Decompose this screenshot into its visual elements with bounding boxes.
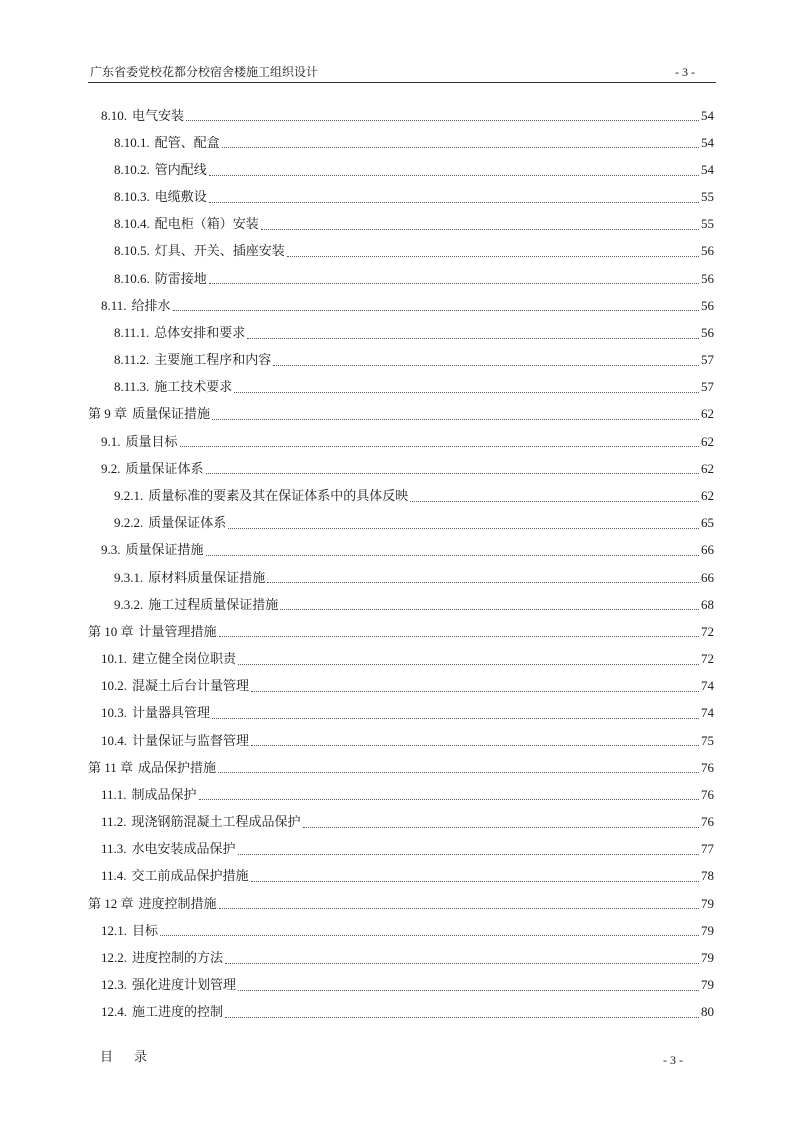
- toc-entry-title: 管内配线: [154, 161, 207, 177]
- toc-entry[interactable]: [88, 618, 714, 645]
- toc-entry[interactable]: [88, 645, 714, 672]
- toc-entry-page: 76: [701, 786, 714, 802]
- toc-entry-page: 56: [701, 297, 714, 313]
- toc-entry[interactable]: [88, 156, 714, 183]
- toc-entry-number: 8.10.2.: [114, 161, 150, 177]
- toc-entry-number: 10.3.: [101, 705, 127, 721]
- toc-dot-leader: [212, 419, 699, 420]
- toc-entry-number: 8.10.5.: [114, 243, 150, 259]
- toc-entry-title: 电缆敷设: [154, 189, 207, 205]
- toc-entry-title: 进度控制措施: [138, 895, 217, 911]
- toc-entry-page: 62: [701, 460, 714, 476]
- toc-entry-number: 8.10.1.: [114, 134, 150, 150]
- toc-entry-page: 74: [701, 678, 714, 694]
- toc-entry-page: 66: [701, 542, 714, 558]
- toc-entry-page: 77: [701, 841, 714, 857]
- toc-entry-title: 施工进度的控制: [132, 1004, 224, 1020]
- toc-entry[interactable]: [88, 863, 714, 890]
- toc-entry-number: 8.11.: [101, 297, 127, 313]
- toc-dot-leader: [251, 881, 699, 882]
- toc-entry-title: 施工过程质量保证措施: [148, 596, 279, 612]
- toc-entry-page: 54: [701, 107, 714, 123]
- toc-entry[interactable]: [88, 781, 714, 808]
- toc-entry-number: 8.10.3.: [114, 189, 150, 205]
- toc-dot-leader: [251, 691, 699, 692]
- toc-entry[interactable]: [88, 564, 714, 591]
- toc-dot-leader: [209, 175, 699, 176]
- toc-entry-page: 79: [701, 922, 714, 938]
- toc-dot-leader: [160, 935, 699, 936]
- toc-dot-leader: [218, 772, 699, 773]
- toc-entry-number: 8.10.4.: [114, 216, 150, 232]
- toc-entry-number: 12.2.: [101, 949, 127, 965]
- toc-entry-title: 电气安装: [132, 107, 185, 123]
- toc-entry[interactable]: [88, 808, 714, 835]
- toc-entry-number: 11.1.: [101, 786, 127, 802]
- toc-dot-leader: [219, 636, 699, 637]
- toc-entry-page: 72: [701, 623, 714, 639]
- page-header: [90, 63, 695, 81]
- toc-entry-number: 9.1.: [101, 433, 121, 449]
- toc-entry-number: 9.3.2.: [114, 596, 144, 612]
- toc-entry[interactable]: [88, 211, 714, 238]
- toc-entry-page: 79: [701, 949, 714, 965]
- toc-entry-title: 水电安装成品保护: [131, 841, 236, 857]
- toc-entry-page: 76: [701, 814, 714, 830]
- toc-entry-title: 灯具、开关、插座安装: [154, 243, 285, 259]
- toc-entry-number: 9.2.1.: [114, 487, 144, 503]
- toc-entry-number: 10.1.: [101, 651, 127, 667]
- header-page-number: - 3 -: [675, 65, 695, 79]
- toc-entry-page: 62: [701, 487, 714, 503]
- toc-entry-title: 质量保证体系: [125, 460, 204, 476]
- toc-dot-leader: [251, 745, 699, 746]
- toc-entry-number: 第 9 章: [88, 406, 128, 422]
- toc-dot-leader: [212, 718, 699, 719]
- toc-dot-leader: [238, 664, 699, 665]
- toc-entry-title: 强化进度计划管理: [132, 977, 237, 993]
- toc-entry-title: 总体安排和要求: [154, 324, 246, 340]
- toc-entry-title: 配管、配盒: [154, 134, 220, 150]
- document-title: 广东省委党校花都分校宿舍楼施工组织设计: [90, 65, 319, 79]
- toc-entry-title: 质量标准的要素及其在保证体系中的具体反映: [148, 487, 409, 503]
- toc-entry[interactable]: [88, 347, 714, 374]
- toc-entry-page: 54: [701, 161, 714, 177]
- toc-dot-leader: [303, 827, 699, 828]
- toc-dot-leader: [222, 147, 699, 148]
- toc-dot-leader: [228, 528, 699, 529]
- toc-entry[interactable]: [88, 510, 714, 537]
- toc-entry-title: 配电柜（箱）安装: [154, 216, 259, 232]
- toc-entry[interactable]: [88, 999, 714, 1026]
- toc-entry[interactable]: [88, 319, 714, 346]
- toc-entry-number: 11.2.: [101, 814, 127, 830]
- toc-entry-title: 计量管理措施: [138, 623, 217, 639]
- toc-entry-page: 56: [701, 324, 714, 340]
- toc-entry-page: 76: [701, 759, 714, 775]
- toc-entry-number: 11.4.: [101, 868, 127, 884]
- toc-entry-number: 8.10.: [101, 107, 127, 123]
- toc-dot-leader: [209, 202, 699, 203]
- toc-entry-page: 68: [701, 596, 714, 612]
- toc-dot-leader: [238, 990, 699, 991]
- toc-entry-page: 62: [701, 433, 714, 449]
- toc-dot-leader: [225, 963, 699, 964]
- toc-entry-number: 第 11 章: [88, 759, 134, 775]
- toc-entry-number: 9.3.1.: [114, 569, 144, 585]
- toc-entry[interactable]: [88, 972, 714, 999]
- toc-entry-page: 66: [701, 569, 714, 585]
- toc-entry[interactable]: [88, 890, 714, 917]
- toc-dot-leader: [206, 555, 699, 556]
- table-of-contents: [88, 102, 714, 1026]
- toc-entry[interactable]: [88, 944, 714, 971]
- toc-entry-page: 55: [701, 189, 714, 205]
- toc-dot-leader: [180, 446, 699, 447]
- toc-dot-leader: [280, 609, 699, 610]
- toc-entry-page: 62: [701, 406, 714, 422]
- toc-entry[interactable]: [88, 917, 714, 944]
- toc-entry[interactable]: [88, 455, 714, 482]
- toc-entry-page: 57: [701, 379, 714, 395]
- toc-entry-number: 8.11.2.: [114, 352, 150, 368]
- toc-dot-leader: [234, 392, 699, 393]
- toc-entry[interactable]: [88, 374, 714, 401]
- toc-entry-page: 56: [701, 243, 714, 259]
- toc-dot-leader: [199, 799, 699, 800]
- toc-entry-number: 11.3.: [101, 841, 127, 857]
- toc-entry-page: 72: [701, 651, 714, 667]
- toc-entry-title: 主要施工程序和内容: [154, 352, 272, 368]
- toc-entry[interactable]: [88, 401, 714, 428]
- toc-entry[interactable]: [88, 591, 714, 618]
- toc-dot-leader: [173, 310, 699, 311]
- toc-dot-leader: [225, 1017, 699, 1018]
- toc-dot-leader: [206, 473, 699, 474]
- toc-dot-leader: [287, 256, 699, 257]
- toc-entry-title: 计量保证与监督管理: [132, 732, 250, 748]
- toc-entry-number: 第 10 章: [88, 623, 134, 639]
- toc-entry-title: 成品保护措施: [138, 759, 217, 775]
- toc-entry-page: 79: [701, 977, 714, 993]
- toc-entry[interactable]: [88, 700, 714, 727]
- toc-entry-page: 80: [701, 1004, 714, 1020]
- toc-entry-number: 12.4.: [101, 1004, 127, 1020]
- toc-entry-title: 给排水: [131, 297, 171, 313]
- toc-entry[interactable]: [88, 482, 714, 509]
- footer-section-label: 目 录: [100, 1049, 148, 1064]
- toc-entry[interactable]: [88, 537, 714, 564]
- toc-entry-page: 56: [701, 270, 714, 286]
- toc-entry-number: 10.4.: [101, 732, 127, 748]
- toc-dot-leader: [247, 338, 699, 339]
- toc-entry[interactable]: [88, 754, 714, 781]
- header-divider: [88, 82, 716, 83]
- toc-entry-title: 建立健全岗位职责: [132, 651, 237, 667]
- toc-entry-number: 9.3.: [101, 542, 121, 558]
- toc-entry-title: 进度控制的方法: [132, 949, 224, 965]
- toc-entry[interactable]: [88, 673, 714, 700]
- toc-dot-leader: [186, 120, 699, 121]
- toc-entry[interactable]: [88, 836, 714, 863]
- toc-entry-page: 78: [701, 868, 714, 884]
- toc-entry-page: 74: [701, 705, 714, 721]
- toc-entry-number: 8.11.3.: [114, 379, 150, 395]
- toc-entry[interactable]: [88, 184, 714, 211]
- toc-entry-number: 12.3.: [101, 977, 127, 993]
- footer-page-number: - 3 -: [663, 1053, 683, 1067]
- toc-entry[interactable]: [88, 265, 714, 292]
- toc-dot-leader: [410, 501, 699, 502]
- toc-entry-page: 79: [701, 895, 714, 911]
- toc-entry-title: 混凝土后台计量管理: [132, 678, 250, 694]
- toc-entry-title: 目标: [132, 922, 159, 938]
- toc-dot-leader: [238, 854, 699, 855]
- toc-entry-number: 10.2.: [101, 678, 127, 694]
- toc-dot-leader: [273, 365, 699, 366]
- toc-entry[interactable]: [88, 238, 714, 265]
- toc-entry-title: 交工前成品保护措施: [131, 868, 249, 884]
- toc-entry[interactable]: [88, 129, 714, 156]
- toc-entry-number: 9.2.2.: [114, 515, 144, 531]
- toc-entry-page: 65: [701, 515, 714, 531]
- toc-entry[interactable]: [88, 428, 714, 455]
- toc-entry-title: 质量目标: [125, 433, 178, 449]
- toc-entry-title: 质量保证措施: [132, 406, 211, 422]
- toc-entry[interactable]: [88, 727, 714, 754]
- toc-entry-number: 第 12 章: [88, 895, 134, 911]
- toc-entry-title: 质量保证体系: [148, 515, 227, 531]
- toc-entry[interactable]: [88, 292, 714, 319]
- toc-entry-number: 12.1.: [101, 922, 127, 938]
- toc-entry-number: 8.10.6.: [114, 270, 150, 286]
- toc-entry-page: 75: [701, 732, 714, 748]
- toc-entry-page: 57: [701, 352, 714, 368]
- toc-dot-leader: [219, 908, 699, 909]
- toc-entry-title: 质量保证措施: [125, 542, 204, 558]
- toc-entry-title: 计量器具管理: [132, 705, 211, 721]
- toc-dot-leader: [261, 229, 699, 230]
- toc-entry-title: 制成品保护: [131, 786, 197, 802]
- toc-entry-page: 55: [701, 216, 714, 232]
- toc-entry-number: 8.11.1.: [114, 324, 150, 340]
- toc-entry-title: 原材料质量保证措施: [148, 569, 266, 585]
- toc-entry-title: 现浇钢筋混凝土工程成品保护: [131, 814, 301, 830]
- toc-entry-title: 施工技术要求: [154, 379, 233, 395]
- toc-dot-leader: [267, 582, 699, 583]
- toc-entry-number: 9.2.: [101, 460, 121, 476]
- toc-entry[interactable]: [88, 102, 714, 129]
- toc-entry-page: 54: [701, 134, 714, 150]
- toc-dot-leader: [209, 283, 699, 284]
- toc-entry-title: 防雷接地: [154, 270, 207, 286]
